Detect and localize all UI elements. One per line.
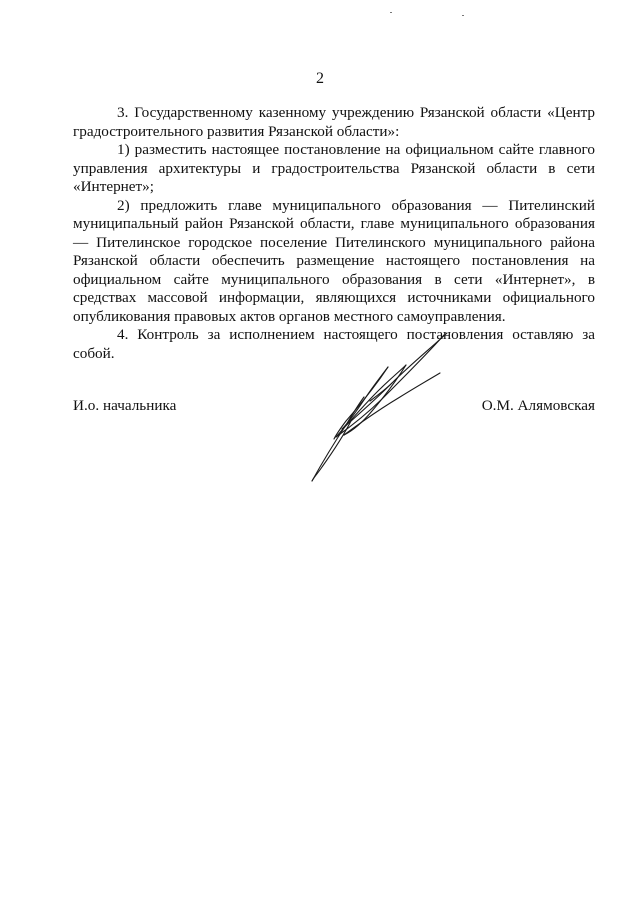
- signer-position: И.о. начальника: [73, 397, 177, 414]
- signer-name: О.М. Алямовская: [481, 397, 595, 414]
- paragraph-item-3: 3. Государственному казенному учреждению Рязанской области «Центр градостроительного развития Рязанской области»:: [73, 104, 595, 140]
- paragraph-item-4: 4. Контроль за исполнением настоящего постановления оставляю за собой.: [73, 326, 595, 362]
- paragraph-subitem-2: 2) предложить главе муниципального образования — Пителинский муниципальный район Рязанской области, главе муниципального образования — Пителинское городское поселение Пителинского муниципального района Рязанской области обеспечить размещение настоящего постановления на официальном сайте муниципального образования в сети «Интернет», в средствах массовой информации, являющихся источниками официального опубликования правовых актов органов местного самоуправления.: [73, 196, 595, 325]
- scan-speck: [390, 12, 392, 13]
- page-number: 2: [316, 70, 324, 87]
- handwritten-signature: [300, 325, 460, 485]
- paragraph-subitem-1: 1) разместить настоящее постановление на официальном сайте главного управления архитектуры и градостроительства Рязанской области в сети «Интернет»;: [73, 141, 595, 195]
- scan-speck: [462, 15, 464, 16]
